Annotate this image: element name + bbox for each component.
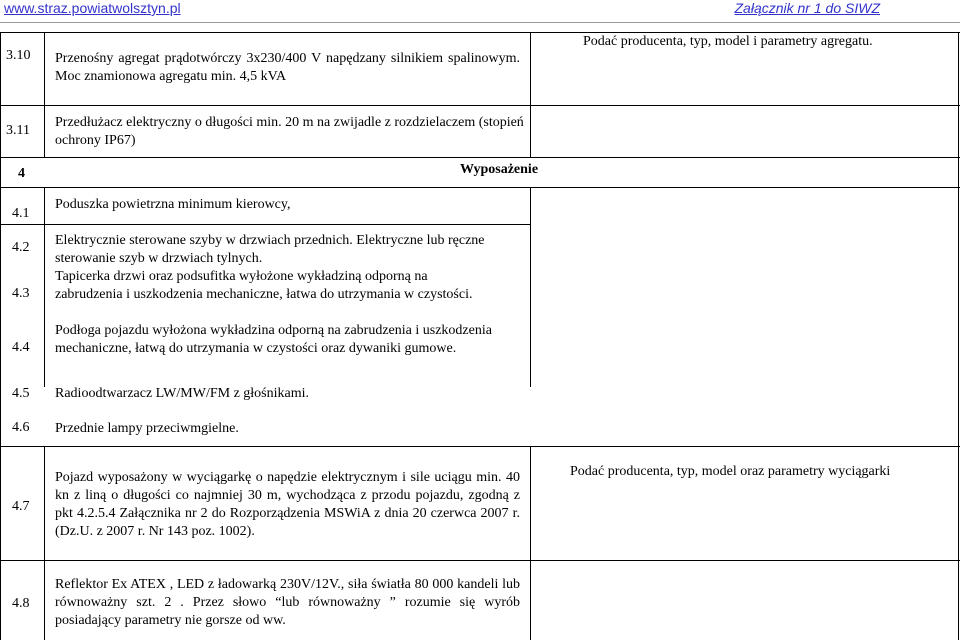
row-number: 4.7 (12, 499, 30, 514)
row-number: 4.4 (12, 340, 30, 355)
section-title: Wyposażenie (460, 162, 539, 177)
row-number: 3.10 (6, 48, 31, 63)
row-description: Tapicerka drzwi oraz podsufitka wyłożone wykładziną odporną na zabrudzenia i uszkodzenia mechaniczne, łatwa do utrzymania w czystości. (55, 269, 473, 302)
row-number: 4.5 (12, 386, 30, 401)
header-divider (0, 22, 960, 23)
row-description: Radioodtwarzacz LW/MW/FM z głośnikami. (55, 386, 310, 401)
row-description: Poduszka powietrzna minimum kierowcy, (55, 197, 291, 212)
row-description: Przednie lampy przeciwmgielne. (55, 421, 239, 436)
attachment-link[interactable]: Załącznik nr 1 do SIWZ (734, 0, 880, 16)
website-link[interactable]: www.straz.powiatwolsztyn.pl (4, 0, 181, 16)
row-description: Reflektor Ex ATEX , LED z ładowarką 230V/12V., siła światła 80 000 kandeli lub równoważny szt. 2 . Przez słowo “lub równoważny ” rozumie się wyrób posiadający parametry nie gorsze od ww. (55, 577, 520, 628)
row-number: 4.8 (12, 596, 30, 611)
row-description: Przenośny agregat prądotwórczy 3x230/400 V napędzany silnikiem spalinowym. Moc znamionowa agregatu min. 4,5 kVA (55, 51, 520, 84)
row-number: 4.2 (12, 240, 30, 255)
row-note: Podać producenta, typ, model oraz parametry wyciągarki (570, 464, 891, 479)
row-number: 4.6 (12, 420, 30, 435)
row-note: Podać producenta, typ, model i parametry agregatu. (583, 34, 873, 49)
row-description: Pojazd wyposażony w wyciągarkę o napędzie elektrycznym i sile uciągu min. 40 kn z liną o długości co najmniej 30 m, wychodząca z przodu pojazdu, zgodną z pkt 4.2.5.4 Załącznika nr 2 do Rozporządzenia MSWiA z dnia 20 czerwca 2007 r. (Dz.U. z 2007 r. Nr 143 poz. 1002). (55, 470, 520, 539)
row-description: Przedłużacz elektryczny o długości min. 20 m na zwijadle z rozdzielaczem (stopień ochrony IP67) (55, 115, 524, 148)
row-description: Podłoga pojazdu wyłożona wykładzina odporną na zabrudzenia i uszkodzenia mechaniczne, łatwą do utrzymania w czystości oraz dywaniki gumowe. (55, 323, 492, 356)
row-number: 3.11 (6, 123, 30, 138)
row-number: 4.1 (12, 206, 30, 221)
section-number: 4 (18, 166, 25, 181)
row-description: Elektrycznie sterowane szyby w drzwiach przednich. Elektryczne lub ręczne sterowanie szyb w drzwiach tylnych. (55, 233, 485, 266)
row-number: 4.3 (12, 286, 30, 301)
